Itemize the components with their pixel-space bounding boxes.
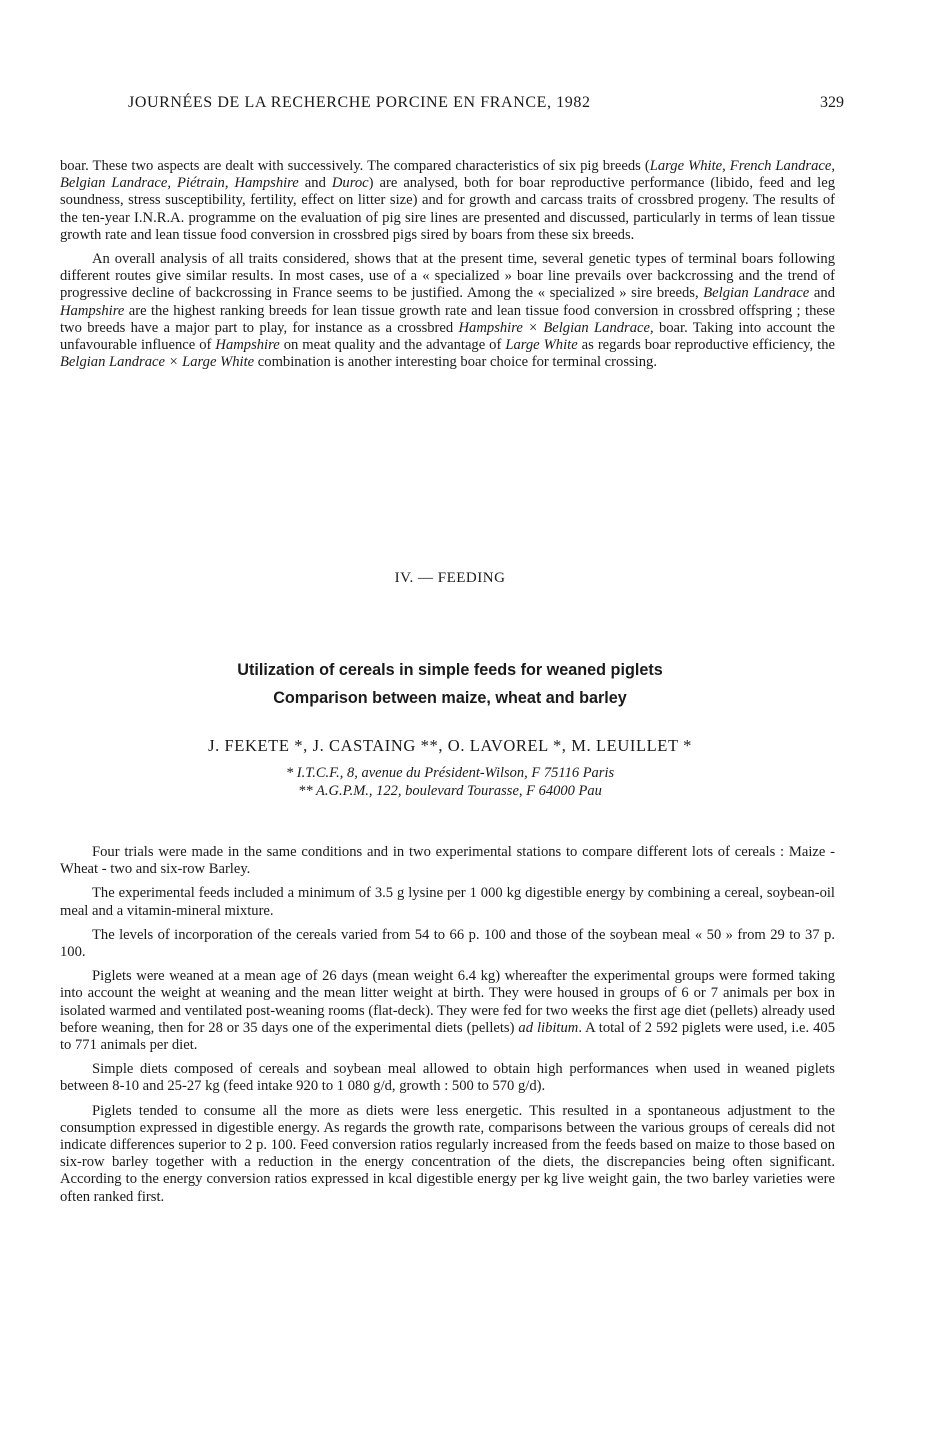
article-abstract <box>60 844 835 1213</box>
page-number: 329 <box>820 94 844 111</box>
paragraph: Piglets tended to consume all the more as diets were less energetic. This resulted in a spontaneous adjustment to the consumption expressed in digestible energy. As regards the growth rate, comparisons between the various groups of cereals did not indicate differences superior to 2 p. 100. Feed conversion ratios regularly increased from the feeds based on maize to those based on six-row barley together with a reduction in the energy concentration of the diets, the discrepancies being often significant. According to the energy conversion ratios expressed in kcal digestible energy per kg live weight gain, the two barley varieties were often ranked first. <box>60 1102 835 1205</box>
paragraph: The levels of incorporation of the cereals varied from 54 to 66 p. 100 and those of the soybean meal « 50 » from 29 to 37 p. 100. <box>60 926 835 961</box>
paragraph: An overall analysis of all traits considered, shows that at the present time, several genetic types of terminal boars following different routes give similar results. In most cases, use of a « specialized » boar line prevails over backcrossing and the trend of progressive decline of backcrossing in France seems to be justified. Among the « specialized » sire breeds, Belgian Landrace and Hampshire are the highest ranking breeds for lean tissue growth rate and lean tissue food conversion in crossbred offspring ; these two breeds have a major part to play, for instance as a crossbred Hampshire × Belgian Landrace, boar. Taking into account the unfavourable influence of Hampshire on meat quality and the advantage of Large White as regards boar reproductive efficiency, the Belgian Landrace × Large White combination is another interesting boar choice for terminal crossing. <box>60 251 835 371</box>
paragraph: Piglets were weaned at a mean age of 26 days (mean weight 6.4 kg) whereafter the experimental groups were formed taking into account the weight at weaning and the mean litter weight at birth. They were housed in groups of 6 or 7 animals per box in isolated warmed and ventilated post-weaning rooms (flat-deck). They were fed for two weeks the first age diet (pellets) already used before weaning, then for 28 or 35 days one of the experimental diets (pellets) ad libitum. A total of 2 592 piglets were used, i.e. 405 to 771 animals per diet. <box>60 968 835 1054</box>
affiliations <box>0 764 900 800</box>
article-title <box>0 656 900 712</box>
paragraph: boar. These two aspects are dealt with successively. The compared characteristics of six pig breeds (Large White, French Landrace, Belgian Landrace, Piétrain, Hampshire and Duroc) are analysed, both for boar reproductive performance (libido, feed and leg soundness, stress susceptibility, fertility, effect on litter size) and for growth and carcass traits of crossbred progeny. The results of the ten-year I.N.R.A. programme on the evaluation of pig sire lines are presented and discussed, particularly in terms of lean tissue growth rate and lean tissue food conversion in crossbred pigs sired by boars from these six breeds. <box>60 158 836 243</box>
italic-term: Large White, French Landrace, Belgian Landrace, Piétrain, Hampshire <box>60 158 835 192</box>
italic-term: Large White <box>505 337 578 354</box>
italic-term: Hampshire <box>60 302 125 319</box>
paragraph: Four trials were made in the same conditions and in two experimental stations to compare different lots of cereals : Maize - Wheat - two and six-row Barley. <box>60 844 835 878</box>
affiliation: ** A.G.P.M., 122, boulevard Tourasse, F 64000 Pau <box>298 783 602 799</box>
paragraph: Simple diets composed of cereals and soybean meal allowed to obtain high performances when used in weaned piglets between 8-10 and 25-27 kg (feed intake 920 to 1 080 g/d, growth : 500 to 570 g/d). <box>60 1061 835 1095</box>
italic-term: Belgian Landrace × Large White <box>60 354 255 371</box>
affiliation: * I.T.C.F., 8, avenue du Président-Wilson, F 75116 Paris <box>285 765 615 781</box>
italic-term: Hampshire × Belgian Landrace <box>458 319 650 336</box>
article-title-line: Utilization of cereals in simple feeds for weaned piglets <box>237 661 663 679</box>
running-header <box>128 94 844 118</box>
italic-term: Belgian Landrace <box>703 285 810 302</box>
journal-title: JOURNÉES DE LA RECHERCHE PORCINE EN FRANCE, 1982 <box>128 94 591 111</box>
section-heading: IV. — FEEDING <box>394 570 506 586</box>
italic-term: ad libitum <box>518 1019 579 1036</box>
article-subtitle-line: Comparison between maize, wheat and barley <box>273 689 627 707</box>
italic-term: Duroc <box>331 175 369 192</box>
italic-term: Hampshire <box>215 337 280 354</box>
author-list: J. FEKETE *, J. CASTAING **, O. LAVOREL *, M. LEUILLET * <box>208 736 692 755</box>
paragraph: The experimental feeds included a minimum of 3.5 g lysine per 1 000 kg digestible energy by combining a cereal, soybean-oil meal and a vitamin-mineral mixture. <box>60 885 835 919</box>
previous-article-text <box>60 158 835 378</box>
